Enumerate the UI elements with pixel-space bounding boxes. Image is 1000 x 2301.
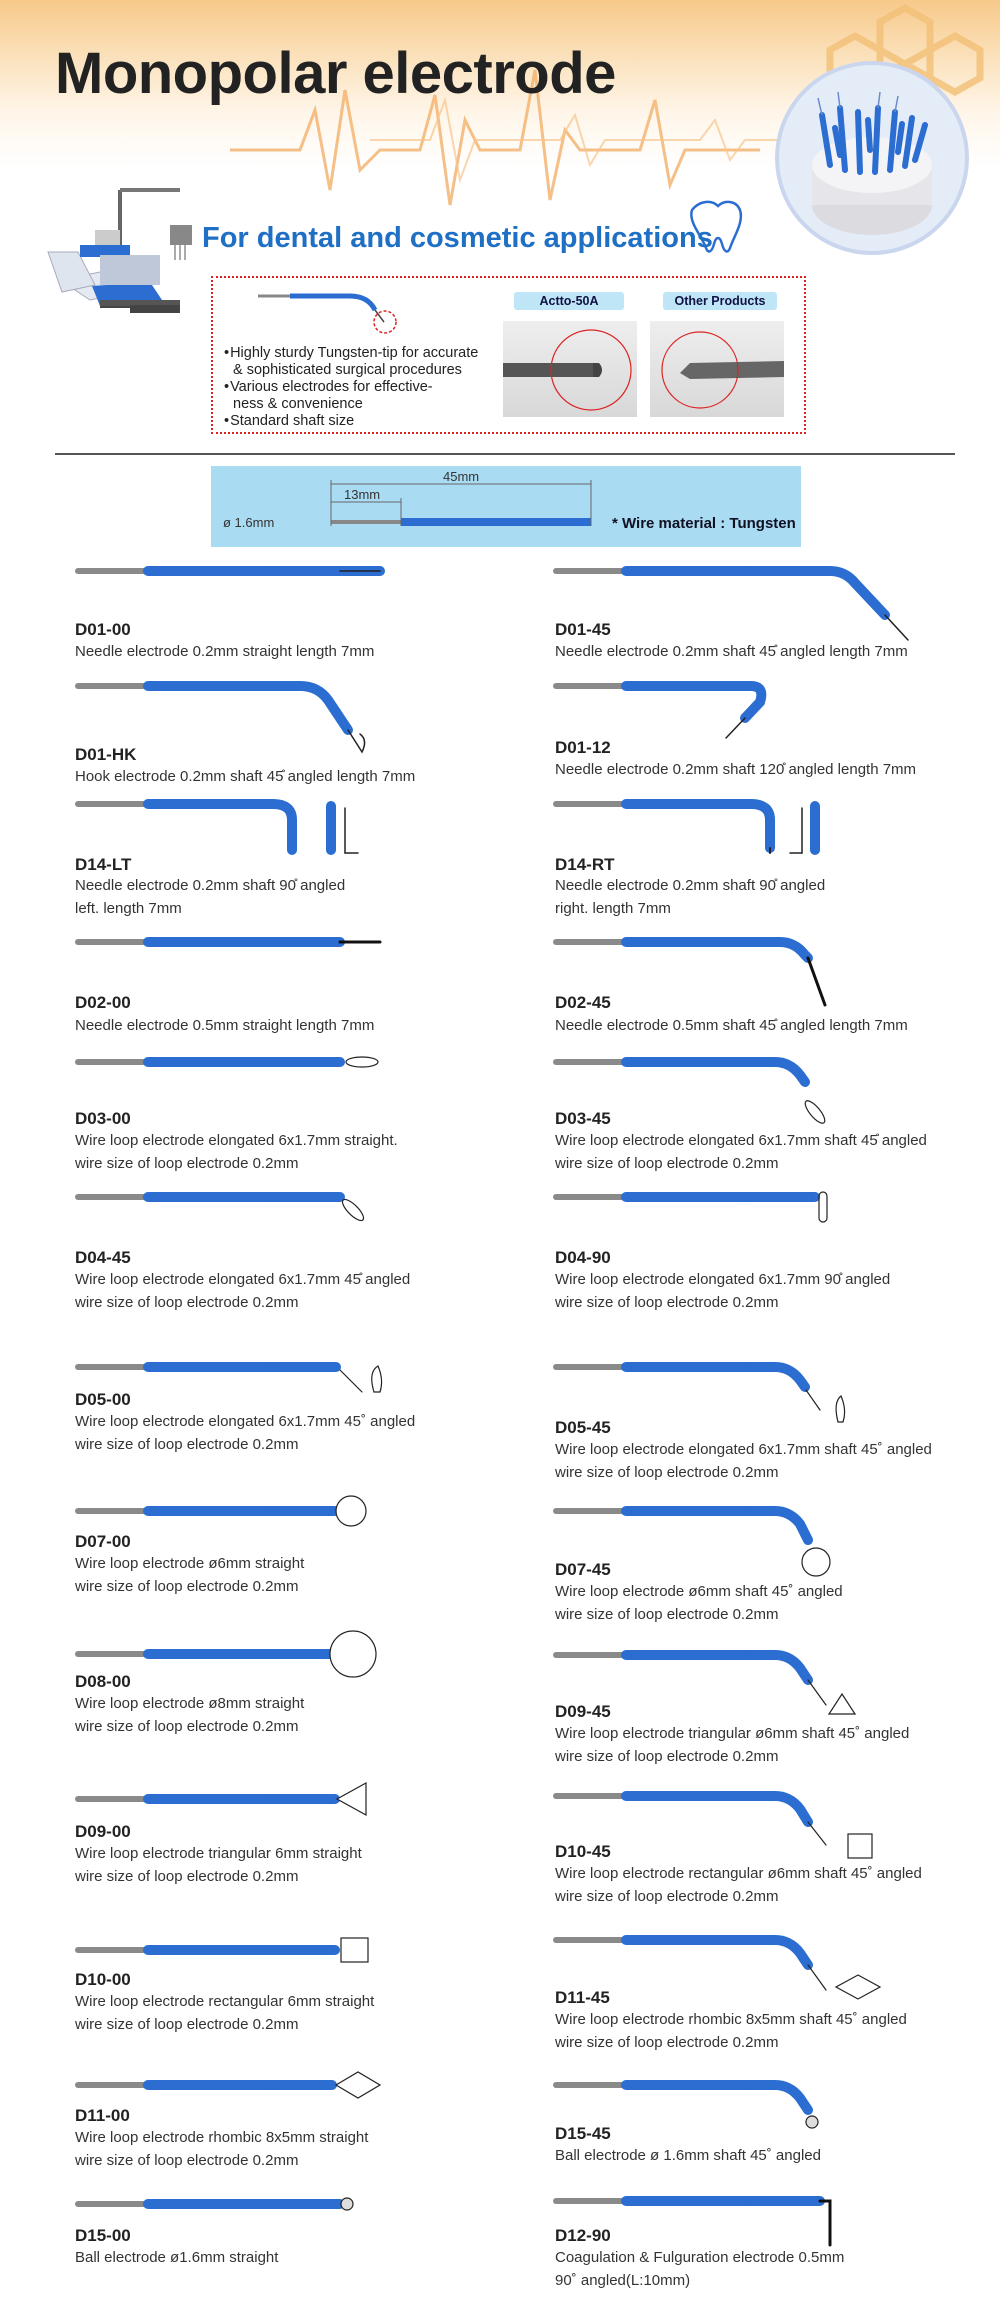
electrode-D08-00-icon [78,1631,376,1677]
product-code: D11-45 [555,1988,610,2007]
product-desc-line1: Needle electrode 0.5mm straight length 7mm [75,1017,375,1034]
product-description [555,1438,995,1484]
product-description [555,640,975,663]
product-desc-line1: Wire loop electrode elongated 6x1.7mm shaft 45̊ angled [555,1132,927,1149]
product-description [75,2126,495,2172]
product-desc-line2: wire size of loop electrode 0.2mm [555,2034,779,2051]
product-desc-line2: wire size of loop electrode 0.2mm [75,1868,299,1885]
product-code: D01-00 [75,620,131,639]
product-desc-line1: Needle electrode 0.2mm shaft 45̊ angled length 7mm [555,643,908,660]
electrode-D11-00-icon [78,2072,380,2098]
electrode-D01-12-icon [556,686,761,738]
product-code: D07-45 [555,1560,611,1579]
product-desc-line2: wire size of loop electrode 0.2mm [555,1464,779,1481]
product-code: D02-00 [75,993,131,1012]
product-desc-line2: wire size of loop electrode 0.2mm [555,1606,779,1623]
product-desc-line1: Ball electrode ø1.6mm straight [75,2249,279,2266]
product-desc-line1: Wire loop electrode rhombic 8x5mm shaft 45˚ angled [555,2011,907,2028]
product-desc-line2: 90˚ angled(L:10mm) [555,2272,691,2289]
electrode-D09-00-icon [78,1783,366,1815]
product-code: D05-00 [75,1390,131,1409]
product-code: D01-12 [555,738,611,757]
spec-total-length: 45mm [443,469,480,484]
product-desc-line2: left. length 7mm [75,900,182,917]
page-subtitle: For dental and cosmetic applications [202,222,713,254]
product-code: D14-LT [75,855,132,874]
page-title: Monopolar electrode [55,41,616,106]
product-code: D11-00 [75,2106,130,2125]
electrode-D01-HK-icon [78,686,365,752]
product-desc-line1: Wire loop electrode rectangular 6mm straight [75,1993,375,2010]
product-desc-line1: Wire loop electrode elongated 6x1.7mm straight. [75,1132,398,1149]
electrode-D05-00-icon [78,1366,382,1392]
product-code: D01-45 [555,620,611,639]
product-desc-line1: Wire loop electrode triangular 6mm straight [75,1845,362,1862]
product-desc-line1: Wire loop electrode elongated 6x1.7mm shaft 45˚ angled [555,1441,932,1458]
product-code: D01-HK [75,745,137,764]
electrode-D05-45-icon [556,1367,845,1422]
product-description [555,758,975,781]
product-code: D04-90 [555,1248,611,1267]
product-description [555,874,975,920]
product-description [75,1990,495,2036]
electrode-D03-00-icon [78,1057,378,1067]
product-code: D02-45 [555,993,611,1012]
spec-diameter: ø 1.6mm [223,515,275,530]
product-code: D03-45 [555,1109,611,1128]
product-description [75,874,495,920]
product-description [75,1014,495,1037]
product-description [75,640,495,663]
feature-item-continued: & sophisticated surgical procedures [233,362,462,378]
product-description [75,1552,495,1598]
product-code: D10-45 [555,1842,611,1861]
product-description [555,1580,975,1626]
product-desc-line1: Needle electrode 0.2mm shaft 90̊ angled [75,877,346,894]
product-desc-line1: Wire loop electrode ø6mm shaft 45˚ angled [555,1583,843,1600]
electrode-D14-RT-icon [556,804,815,853]
product-desc-line1: Wire loop electrode elongated 6x1.7mm 90̊ angled [555,1271,891,1288]
product-desc-line1: Needle electrode 0.5mm shaft 45̊ angled length 7mm [555,1017,908,1034]
product-desc-line1: Wire loop electrode elongated 6x1.7mm 45˚ angled [75,1413,416,1430]
electrode-D14-LT-icon [78,804,358,853]
product-code: D09-00 [75,1822,131,1841]
electrode-D04-45-icon [78,1197,366,1224]
product-desc-line1: Wire loop electrode ø8mm straight [75,1695,305,1712]
product-description [75,1410,495,1456]
wire-material-note: * Wire material : Tungsten [612,515,796,532]
product-code: D15-45 [555,2124,611,2143]
product-desc-line2: wire size of loop electrode 0.2mm [555,1888,779,1905]
product-description [555,2246,975,2292]
product-code: D10-00 [75,1970,131,1989]
product-code: D12-90 [555,2226,611,2245]
compare-tag-ours: Actto-50A [514,292,624,310]
compare-tag-others: Other Products [663,292,777,310]
product-code: D07-00 [75,1532,131,1551]
product-code: D15-00 [75,2226,131,2245]
product-desc-line2: wire size of loop electrode 0.2mm [75,1436,299,1453]
feature-item: • Standard shaft size [224,413,478,430]
product-description [555,1129,995,1175]
electrode-D15-00-icon [78,2198,353,2210]
product-desc-line2: wire size of loop electrode 0.2mm [555,1155,779,1172]
product-desc-line1: Ball electrode ø 1.6mm shaft 45˚ angled [555,2147,821,2164]
electrode-D07-00-icon [78,1496,366,1526]
product-desc-line1: Wire loop electrode rhombic 8x5mm straight [75,2129,369,2146]
spec-tip-length: 13mm [344,487,381,502]
product-description [75,1842,495,1888]
feature-item-continued: ness & convenience [233,396,363,412]
electrode-D15-45-icon [556,2085,818,2128]
product-description [555,2008,995,2054]
product-desc-line1: Coagulation & Fulguration electrode 0.5mm [555,2249,845,2266]
electrode-D04-90-icon [556,1192,827,1222]
electrode-D10-00-icon [78,1938,368,1962]
product-description [555,1722,995,1768]
product-desc-line1: Wire loop electrode triangular ø6mm shaft 45˚ angled [555,1725,910,1742]
product-desc-line1: Wire loop electrode elongated 6x1.7mm 45̊ angled [75,1271,411,1288]
product-desc-line2: wire size of loop electrode 0.2mm [75,1155,299,1172]
product-desc-line1: Wire loop electrode rectangular ø6mm shaft 45˚ angled [555,1865,922,1882]
product-desc-line2: right. length 7mm [555,900,671,917]
feature-item: • Various electrodes for effective- [224,379,478,396]
product-desc-line2: wire size of loop electrode 0.2mm [75,2016,299,2033]
product-desc-line1: Hook electrode 0.2mm shaft 45̊ angled length 7mm [75,768,416,785]
product-code: D09-45 [555,1702,611,1721]
product-code: D04-45 [75,1248,131,1267]
product-description [555,1862,995,1908]
product-description [555,2144,975,2167]
product-code: D08-00 [75,1672,131,1691]
product-code: D03-00 [75,1109,131,1128]
product-description [555,1268,975,1314]
product-desc-line2: wire size of loop electrode 0.2mm [75,2152,299,2169]
product-desc-line2: wire size of loop electrode 0.2mm [75,1718,299,1735]
product-description [75,765,495,788]
product-desc-line2: wire size of loop electrode 0.2mm [555,1748,779,1765]
product-desc-line1: Wire loop electrode ø6mm straight [75,1555,305,1572]
product-desc-line1: Needle electrode 0.2mm straight length 7mm [75,643,375,660]
feature-item: • Highly sturdy Tungsten-tip for accurate [224,345,478,362]
product-description [555,1014,975,1037]
product-code: D14-RT [555,855,615,874]
product-description [75,1692,495,1738]
product-desc-line2: wire size of loop electrode 0.2mm [75,1578,299,1595]
product-desc-line1: Needle electrode 0.2mm shaft 90̊ angled [555,877,826,894]
product-description [75,2246,495,2269]
product-desc-line1: Needle electrode 0.2mm shaft 120̊ angled length 7mm [555,761,917,778]
product-code: D05-45 [555,1418,611,1437]
product-description [75,1268,495,1314]
product-description [75,1129,495,1175]
product-desc-line2: wire size of loop electrode 0.2mm [555,1294,779,1311]
product-desc-line2: wire size of loop electrode 0.2mm [75,1294,299,1311]
